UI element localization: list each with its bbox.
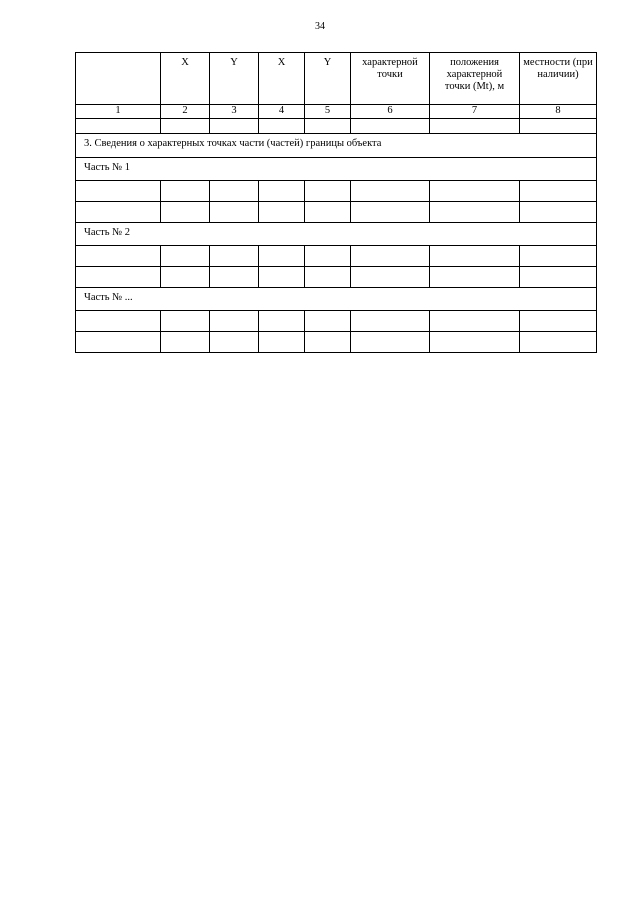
table-cell xyxy=(305,267,351,288)
table-cell xyxy=(520,246,597,267)
table-cell xyxy=(259,267,305,288)
table-row xyxy=(76,202,597,223)
table-cell xyxy=(351,119,430,134)
table-cell xyxy=(259,332,305,353)
table-cell xyxy=(520,311,597,332)
table-row xyxy=(76,246,597,267)
table-cell xyxy=(430,311,520,332)
table-cell xyxy=(305,246,351,267)
table-cell xyxy=(210,119,259,134)
table-cell xyxy=(351,267,430,288)
header-cell xyxy=(76,53,161,105)
table-cell xyxy=(351,332,430,353)
table-cell xyxy=(430,246,520,267)
table-row xyxy=(76,181,597,202)
table-cell xyxy=(520,202,597,223)
header-cell: положения характерной точки (Mt), м xyxy=(430,53,520,105)
table-cell xyxy=(259,202,305,223)
part-heading: Часть № 1 xyxy=(76,158,597,181)
table-cell xyxy=(520,181,597,202)
table-cell xyxy=(210,332,259,353)
table-row xyxy=(76,311,597,332)
column-number: 1 xyxy=(76,105,161,119)
table-cell xyxy=(161,267,210,288)
table-cell xyxy=(76,246,161,267)
table-cell xyxy=(259,181,305,202)
part-heading-row xyxy=(76,158,597,181)
table-cell xyxy=(76,202,161,223)
table-cell xyxy=(305,181,351,202)
table-cell xyxy=(351,202,430,223)
table-cell xyxy=(430,119,520,134)
table-cell xyxy=(161,246,210,267)
column-number: 7 xyxy=(430,105,520,119)
table-cell xyxy=(259,311,305,332)
column-number: 8 xyxy=(520,105,597,119)
header-cell: X xyxy=(259,53,305,105)
table-cell xyxy=(430,267,520,288)
table-cell xyxy=(161,332,210,353)
table-cell xyxy=(76,119,161,134)
section-heading-row xyxy=(76,134,597,158)
table-row xyxy=(76,332,597,353)
table-cell xyxy=(210,181,259,202)
section-heading: 3. Сведения о характерных точках части (частей) границы объекта xyxy=(76,134,597,158)
table-cell xyxy=(161,119,210,134)
header-cell: местности (при наличии) xyxy=(520,53,597,105)
table-cell xyxy=(161,311,210,332)
column-number: 5 xyxy=(305,105,351,119)
table-cell xyxy=(305,119,351,134)
table-cell xyxy=(76,267,161,288)
table-cell xyxy=(351,311,430,332)
table-cell xyxy=(430,181,520,202)
table-cell xyxy=(430,332,520,353)
table-cell xyxy=(210,246,259,267)
table-cell xyxy=(305,202,351,223)
table-cell xyxy=(305,311,351,332)
page-number: 34 xyxy=(315,21,325,32)
table-cell xyxy=(430,202,520,223)
table-cell xyxy=(76,181,161,202)
table-row xyxy=(76,119,597,134)
table-cell xyxy=(351,181,430,202)
table-header-row xyxy=(76,53,597,105)
header-cell: Y xyxy=(305,53,351,105)
characteristic-points-table xyxy=(75,52,597,353)
part-heading-row xyxy=(76,288,597,311)
table-cell xyxy=(520,332,597,353)
column-number: 6 xyxy=(351,105,430,119)
column-number: 3 xyxy=(210,105,259,119)
table-row xyxy=(76,267,597,288)
table-cell xyxy=(520,119,597,134)
table-cell xyxy=(161,202,210,223)
header-cell: Y xyxy=(210,53,259,105)
part-heading-row xyxy=(76,223,597,246)
table-cell xyxy=(161,181,210,202)
column-number: 2 xyxy=(161,105,210,119)
table-cell xyxy=(520,267,597,288)
table-cell xyxy=(76,332,161,353)
header-cell: X xyxy=(161,53,210,105)
header-cell: характерной точки xyxy=(351,53,430,105)
column-number: 4 xyxy=(259,105,305,119)
table-cell xyxy=(210,202,259,223)
table-cell xyxy=(351,246,430,267)
table-cell xyxy=(305,332,351,353)
table-cell xyxy=(210,267,259,288)
part-heading: Часть № ... xyxy=(76,288,597,311)
column-number-row xyxy=(76,105,597,119)
table-cell xyxy=(210,311,259,332)
part-heading: Часть № 2 xyxy=(76,223,597,246)
table-cell xyxy=(259,119,305,134)
table-cell xyxy=(259,246,305,267)
table-cell xyxy=(76,311,161,332)
